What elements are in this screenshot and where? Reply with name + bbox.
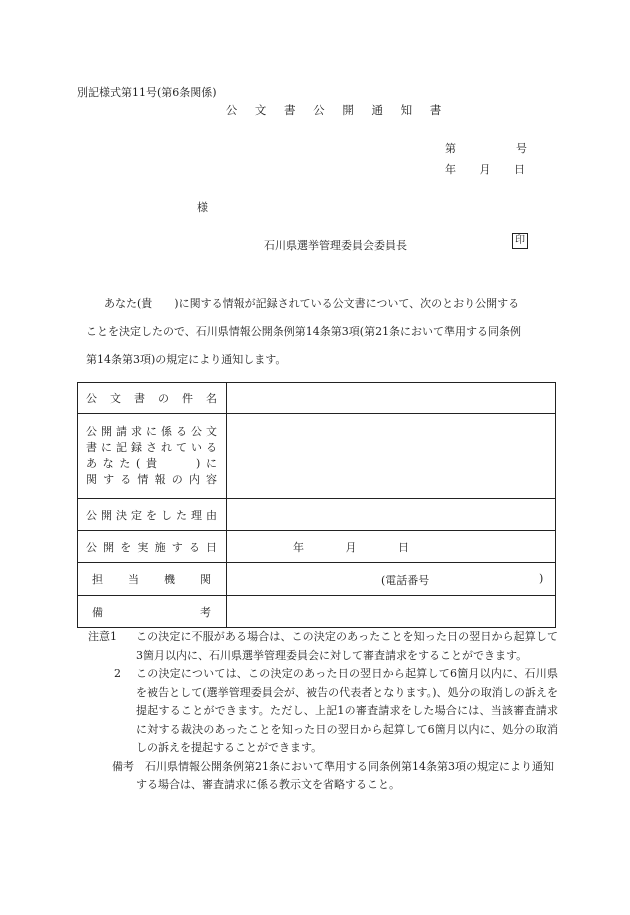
row-label-remarks: 備考: [78, 596, 227, 628]
document-name-value: [227, 383, 556, 414]
remarks-value: [227, 596, 556, 628]
disclosure-table: [77, 382, 556, 628]
table-row: [78, 499, 556, 531]
label-line: あなた(貴 )に: [86, 457, 218, 470]
row-label-document-name: 公文書の件名: [78, 383, 227, 414]
day-label: 日: [398, 540, 409, 554]
notice-body-line: ことを決定したので、石川県情報公開条例第14条第3項(第21条において準用する同条例: [86, 325, 522, 338]
issuer-name: 石川県選挙管理委員会委員長: [264, 239, 407, 252]
note-text: この決定については、この決定のあった日の翌日から起算して6箇月以内に、石川県を被告として(選挙管理委員会が、被告の代表者となります。)、処分の取消しの訴えを提起することができます。ただし、上記1の審査請求をした場合には、当該審査請求に対する裁決のあったことを知った日の翌日から起算して6箇月以内に、処分の取消しの訴えを提起することができます。: [136, 667, 558, 754]
table-row: [78, 414, 556, 499]
document-number-prefix: 第: [445, 142, 456, 155]
remark-item: [88, 758, 558, 795]
notice-body-line: あなた(貴 )に関する情報が記録されている公文書について、次のとおり公開する: [104, 297, 520, 310]
seal-mark: 印: [512, 233, 528, 249]
note-item: [88, 665, 558, 758]
note-item: [88, 628, 558, 665]
table-row: [78, 531, 556, 563]
notice-body-line: 第14条第3項)の規定により通知します。: [86, 353, 287, 366]
row-label-information-content: [78, 414, 227, 499]
label-line: 公開請求に係る公文: [86, 425, 218, 438]
phone-number-label: (電話番号: [381, 574, 430, 587]
month-label: 月: [345, 540, 357, 554]
year-label: 年: [293, 540, 304, 554]
form-id: 別記様式第11号(第6条関係): [77, 86, 217, 99]
phone-number-close: ): [539, 572, 544, 585]
table-row: [78, 596, 556, 628]
row-label-decision-reason: 公開決定をした理由: [78, 499, 227, 531]
remark-text: 石川県情報公開条例第21条において準用する同条例第14条第3項の規定により通知する場合は、審査請求に係る教示文を省略すること。: [136, 759, 554, 791]
notes-section: [88, 628, 558, 795]
label-line: 書に記録されている: [86, 441, 218, 454]
label-line: 関する情報の内容: [86, 473, 218, 486]
responsible-office-value: [227, 563, 556, 596]
disclosure-date-value: [227, 531, 556, 563]
table-row: [78, 563, 556, 596]
document-number-suffix: 号: [516, 142, 527, 155]
addressee: 様: [197, 201, 208, 214]
row-label-responsible-office: 担当機関: [78, 563, 227, 596]
remark-tag: 備考: [112, 759, 134, 773]
issue-date: 年 月 日: [445, 163, 525, 176]
row-label-disclosure-date: 公開を実施する日: [78, 531, 227, 563]
decision-reason-value: [227, 499, 556, 531]
document-title: 公 文 書 公 開 通 知 書: [225, 103, 449, 117]
note-number: 注意1: [88, 630, 117, 643]
note-text: この決定に不服がある場合は、この決定のあったことを知った日の翌日から起算して3箇月以内に、石川県選挙管理委員会に対して審査請求をすることができます。: [136, 630, 558, 662]
information-content-value: [227, 414, 556, 499]
note-number: 2: [114, 667, 121, 680]
notice-body: [86, 290, 566, 374]
table-row: [78, 383, 556, 414]
